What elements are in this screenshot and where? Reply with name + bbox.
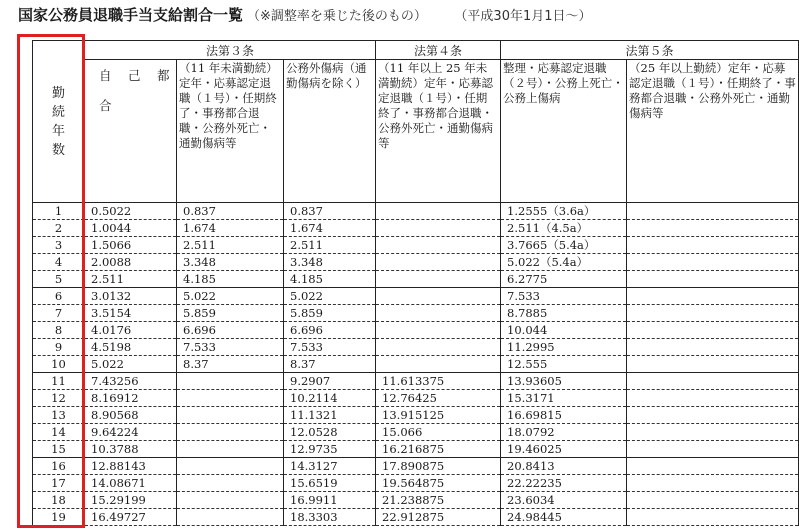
table-body xyxy=(33,203,799,526)
rate-cell: 5.859 xyxy=(284,305,376,322)
rate-cell xyxy=(376,271,501,288)
rate-cell xyxy=(627,220,799,237)
rate-cell: 14.08671 xyxy=(85,475,177,492)
years-header: 勤続年数 xyxy=(33,41,85,203)
rate-cell xyxy=(627,441,799,458)
rate-cell: 1.674 xyxy=(177,220,284,237)
table-row xyxy=(33,237,799,254)
table-row xyxy=(33,475,799,492)
page-title xyxy=(18,2,592,28)
table-row xyxy=(33,305,799,322)
rate-cell xyxy=(376,322,501,339)
column-header-art4: （11 年以上 25 年未満勤続）定年・応募認定退職（１号）・任期終了・事務都合退職・公務外死亡・通勤傷病等 xyxy=(376,60,501,203)
rate-cell: 6.696 xyxy=(177,322,284,339)
table-row xyxy=(33,407,799,424)
rate-cell: 1.0044 xyxy=(85,220,177,237)
rate-cell xyxy=(627,475,799,492)
years-cell: 4 xyxy=(33,254,85,271)
rate-cell: 22.22235 xyxy=(501,475,627,492)
rate-cell xyxy=(627,254,799,271)
rate-cell: 0.837 xyxy=(177,203,284,220)
years-cell: 7 xyxy=(33,305,85,322)
rate-cell: 4.0176 xyxy=(85,322,177,339)
rate-cell: 11.1321 xyxy=(284,407,376,424)
rate-cell: 3.0132 xyxy=(85,288,177,305)
rate-cell: 4.185 xyxy=(177,271,284,288)
years-cell: 13 xyxy=(33,407,85,424)
years-cell: 10 xyxy=(33,356,85,373)
rate-cell: 5.022（5.4a） xyxy=(501,254,627,271)
table-row xyxy=(33,441,799,458)
rate-cell: 3.7665（5.4a） xyxy=(501,237,627,254)
table-row xyxy=(33,356,799,373)
rate-cell: 4.185 xyxy=(284,271,376,288)
rate-cell: 8.90568 xyxy=(85,407,177,424)
rate-cell xyxy=(177,492,284,509)
rate-cell xyxy=(627,339,799,356)
rate-cell: 12.76425 xyxy=(376,390,501,407)
table-row xyxy=(33,339,799,356)
table-row xyxy=(33,254,799,271)
years-cell: 17 xyxy=(33,475,85,492)
rate-cell: 12.88143 xyxy=(85,458,177,475)
rate-cell: 13.915125 xyxy=(376,407,501,424)
years-cell: 2 xyxy=(33,220,85,237)
column-header-art5-over25: （25 年以上勤続）定年・応募認定退職（１号）・任期終了・事務都合退職・公務外死亡・通勤傷病等 xyxy=(627,60,799,203)
years-cell: 12 xyxy=(33,390,85,407)
rate-cell xyxy=(177,475,284,492)
table-row xyxy=(33,288,799,305)
rate-cell: 9.64224 xyxy=(85,424,177,441)
years-cell: 8 xyxy=(33,322,85,339)
rate-cell xyxy=(627,237,799,254)
table-row xyxy=(33,509,799,526)
years-cell: 9 xyxy=(33,339,85,356)
rate-cell: 19.564875 xyxy=(376,475,501,492)
rate-cell xyxy=(376,203,501,220)
rate-cell: 2.511（4.5a） xyxy=(501,220,627,237)
retirement-allowance-table xyxy=(32,40,799,526)
rate-cell: 14.3127 xyxy=(284,458,376,475)
rate-cell xyxy=(627,356,799,373)
rate-cell xyxy=(177,424,284,441)
column-header-art3-under11: （11 年未満勤続）定年・応募認定退職（１号）・任期終了・事務都合退職・公務外死亡・通勤傷病等 xyxy=(177,60,284,203)
rate-cell: 16.49727 xyxy=(85,509,177,526)
rate-cell: 19.46025 xyxy=(501,441,627,458)
rate-cell: 3.348 xyxy=(177,254,284,271)
rate-cell: 7.533 xyxy=(284,339,376,356)
rate-cell: 15.6519 xyxy=(284,475,376,492)
column-header-self: 自 己 都 合 xyxy=(85,60,177,203)
rate-cell: 13.93605 xyxy=(501,373,627,390)
rate-cell xyxy=(627,424,799,441)
rate-cell xyxy=(376,237,501,254)
years-cell: 11 xyxy=(33,373,85,390)
rate-cell: 21.238875 xyxy=(376,492,501,509)
rate-cell: 11.613375 xyxy=(376,373,501,390)
table-row xyxy=(33,220,799,237)
rate-cell: 8.37 xyxy=(284,356,376,373)
title-date: （平成30年1月1日〜） xyxy=(460,9,592,24)
rate-cell: 6.696 xyxy=(284,322,376,339)
rate-cell xyxy=(627,458,799,475)
rate-cell: 15.066 xyxy=(376,424,501,441)
rate-cell: 2.511 xyxy=(177,237,284,254)
column-header-art3-injury: 公務外傷病（通勤傷病を除く） xyxy=(284,60,376,203)
rate-cell xyxy=(627,390,799,407)
rate-cell xyxy=(627,203,799,220)
rate-cell: 1.2555（3.6a） xyxy=(501,203,627,220)
rate-cell xyxy=(177,509,284,526)
years-cell: 6 xyxy=(33,288,85,305)
rate-cell: 4.5198 xyxy=(85,339,177,356)
rate-cell: 10.2114 xyxy=(284,390,376,407)
title-note: （※調整率を乗じた後のもの） xyxy=(247,9,427,24)
rate-cell xyxy=(376,254,501,271)
rate-cell xyxy=(627,271,799,288)
rate-cell xyxy=(627,509,799,526)
document-table-scan xyxy=(32,40,798,530)
rate-cell: 12.0528 xyxy=(284,424,376,441)
rate-cell xyxy=(177,373,284,390)
table-row xyxy=(33,203,799,220)
rate-cell: 7.43256 xyxy=(85,373,177,390)
rate-cell: 5.022 xyxy=(85,356,177,373)
table-row xyxy=(33,373,799,390)
title-main: 国家公務員退職手当支給割合一覧 xyxy=(18,6,244,24)
rate-cell: 20.8413 xyxy=(501,458,627,475)
rate-cell xyxy=(376,356,501,373)
rate-cell: 3.5154 xyxy=(85,305,177,322)
rate-cell: 5.022 xyxy=(177,288,284,305)
years-cell: 5 xyxy=(33,271,85,288)
rate-cell xyxy=(177,441,284,458)
rate-cell: 16.9911 xyxy=(284,492,376,509)
rate-cell: 12.9735 xyxy=(284,441,376,458)
rate-cell: 15.29199 xyxy=(85,492,177,509)
rate-cell: 5.859 xyxy=(177,305,284,322)
rate-cell: 17.890875 xyxy=(376,458,501,475)
rate-cell: 2.511 xyxy=(85,271,177,288)
rate-cell: 0.837 xyxy=(284,203,376,220)
rate-cell: 7.533 xyxy=(177,339,284,356)
rate-cell xyxy=(177,458,284,475)
rate-cell: 10.3788 xyxy=(85,441,177,458)
rate-cell: 11.2995 xyxy=(501,339,627,356)
years-cell: 15 xyxy=(33,441,85,458)
rate-cell: 23.6034 xyxy=(501,492,627,509)
rate-cell: 7.533 xyxy=(501,288,627,305)
rate-cell: 1.674 xyxy=(284,220,376,237)
rate-cell: 0.5022 xyxy=(85,203,177,220)
rate-cell: 6.2775 xyxy=(501,271,627,288)
years-cell: 14 xyxy=(33,424,85,441)
rate-cell: 2.0088 xyxy=(85,254,177,271)
table-row xyxy=(33,492,799,509)
rate-cell: 10.044 xyxy=(501,322,627,339)
rate-cell: 8.16912 xyxy=(85,390,177,407)
rate-cell xyxy=(627,322,799,339)
table-row xyxy=(33,322,799,339)
rate-cell xyxy=(177,390,284,407)
group-header-art4: 法第４条 xyxy=(376,41,501,60)
rate-cell xyxy=(376,305,501,322)
rate-cell xyxy=(627,305,799,322)
table-row xyxy=(33,390,799,407)
rate-cell xyxy=(376,339,501,356)
rate-cell: 16.69815 xyxy=(501,407,627,424)
rate-cell: 18.0792 xyxy=(501,424,627,441)
rate-cell xyxy=(177,407,284,424)
rate-cell xyxy=(627,288,799,305)
column-header-art5-reorg: 整理・応募認定退職（２号）・公務上死亡・公務上傷病 xyxy=(501,60,627,203)
rate-cell xyxy=(376,220,501,237)
rate-cell: 12.555 xyxy=(501,356,627,373)
rate-cell: 24.98445 xyxy=(501,509,627,526)
table-row xyxy=(33,424,799,441)
group-header-art3: 法第３条 xyxy=(85,41,376,60)
rate-cell: 8.7885 xyxy=(501,305,627,322)
rate-cell: 9.2907 xyxy=(284,373,376,390)
rate-cell: 5.022 xyxy=(284,288,376,305)
table-row xyxy=(33,458,799,475)
rate-cell: 22.912875 xyxy=(376,509,501,526)
years-cell: 3 xyxy=(33,237,85,254)
years-cell: 1 xyxy=(33,203,85,220)
rate-cell xyxy=(627,407,799,424)
rate-cell: 16.216875 xyxy=(376,441,501,458)
rate-cell: 15.3171 xyxy=(501,390,627,407)
rate-cell: 18.3303 xyxy=(284,509,376,526)
rate-cell: 8.37 xyxy=(177,356,284,373)
rate-cell: 1.5066 xyxy=(85,237,177,254)
rate-cell xyxy=(627,373,799,390)
rate-cell xyxy=(627,492,799,509)
years-cell: 19 xyxy=(33,509,85,526)
rate-cell: 2.511 xyxy=(284,237,376,254)
table-row xyxy=(33,271,799,288)
group-header-art5: 法第５条 xyxy=(501,41,799,60)
rate-cell xyxy=(376,288,501,305)
years-cell: 18 xyxy=(33,492,85,509)
years-cell: 16 xyxy=(33,458,85,475)
rate-cell: 3.348 xyxy=(284,254,376,271)
